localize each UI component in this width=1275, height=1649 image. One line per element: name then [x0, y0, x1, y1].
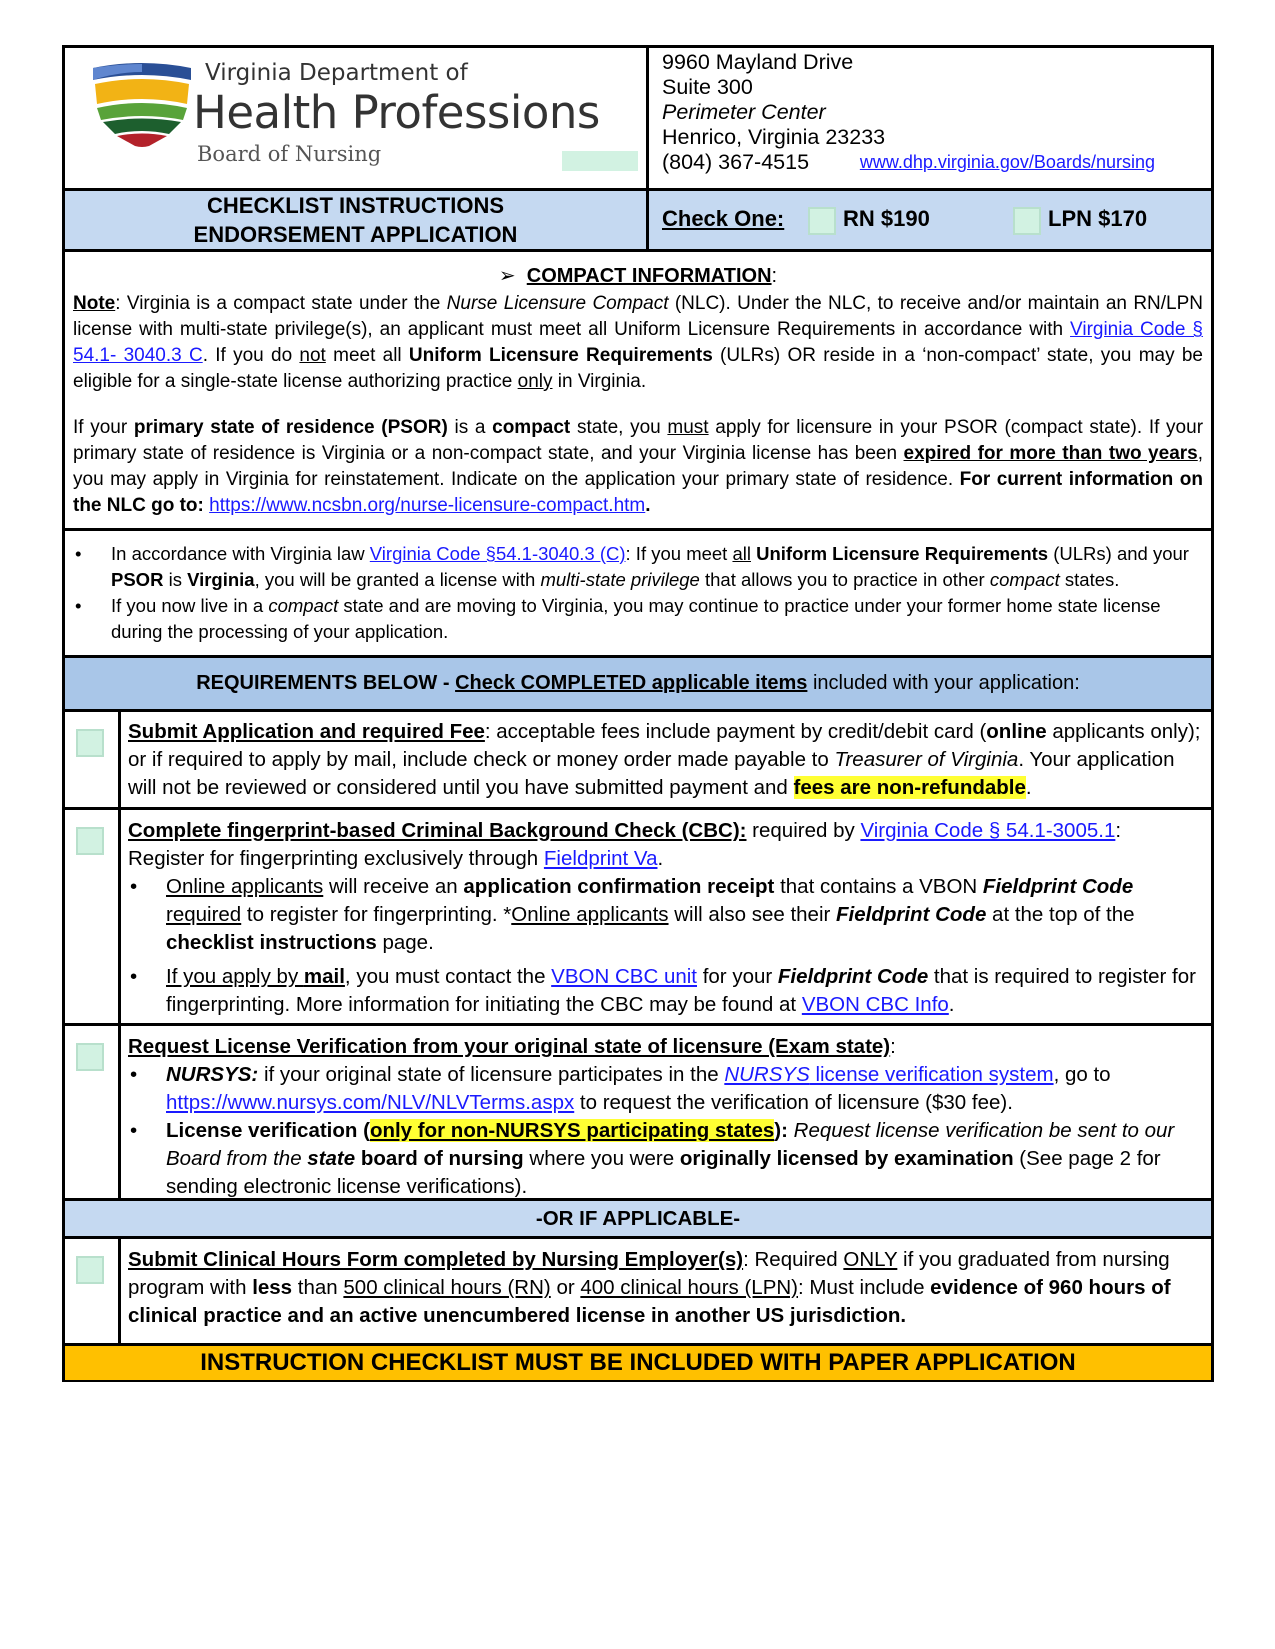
item2-bullet-1	[166, 873, 1203, 957]
i3s1-c: to request the verification of licensure ($30 fee).	[574, 1091, 1013, 1114]
b2-compact: compact	[268, 595, 339, 616]
nursys-link-rest[interactable]: license verification system	[809, 1063, 1054, 1086]
p1-not: not	[299, 345, 326, 366]
item4-only: ONLY	[843, 1248, 898, 1271]
s2-code: Fieldprint Code	[777, 965, 929, 988]
compact-info-section	[65, 252, 1211, 531]
i3s2-close: ):	[774, 1119, 788, 1142]
s2-b: , you must contact the	[344, 965, 552, 988]
b1-e: , you will be granted a license with	[254, 569, 541, 590]
address-building: Perimeter Center	[662, 100, 826, 124]
va-code-3005-link[interactable]: Virginia Code § 54.1-3005.1	[860, 819, 1116, 842]
p2-c: state, you	[570, 417, 668, 438]
fieldprint-link[interactable]: Fieldprint Va	[543, 847, 658, 870]
s1-b: that contains a VBON	[774, 875, 983, 898]
p2-b: is a	[447, 417, 493, 438]
s1-e: will also see their	[668, 903, 837, 926]
website-link[interactable]: www.dhp.virginia.gov/Boards/nursing	[859, 152, 1155, 172]
logo-field-box	[562, 151, 638, 171]
item-clinical-checkcell	[65, 1239, 121, 1343]
vbon-cbc-info-link[interactable]: VBON CBC Info	[801, 993, 949, 1016]
requirements-rest: included with your application:	[807, 672, 1080, 694]
fee-checkbox[interactable]	[76, 729, 104, 757]
b1-msp: multi-state privilege	[540, 569, 700, 590]
compact-bullets-section	[65, 531, 1211, 658]
item1-d: .	[1025, 776, 1032, 799]
arrow-bullet-icon: ➢	[498, 265, 527, 287]
p1-nlc: Nurse Licensure Compact	[446, 293, 669, 314]
footer-area	[65, 1346, 1211, 1442]
vbon-cbc-unit-link[interactable]: VBON CBC unit	[551, 965, 697, 988]
rn-checkbox[interactable]	[808, 207, 836, 235]
s2-d: that is required to register for fingerprinting. More information for initiating the CBC may be found at	[166, 965, 1196, 1016]
item1-title: Submit Application and required Fee	[128, 720, 485, 743]
item3-intro	[128, 1033, 1203, 1061]
p2-must: must	[667, 417, 709, 438]
address-city: Henrico, Virginia 23233	[662, 125, 886, 149]
checklist-frame	[62, 45, 1214, 1382]
s1-f: at the top of the	[986, 903, 1135, 926]
s1-code2: Fieldprint Code	[836, 903, 987, 926]
item3-list	[128, 1061, 1203, 1201]
item1-c: . Your application will not be reviewed or considered until you have submitted payment and	[128, 748, 1175, 799]
item-cbc-text	[128, 817, 1203, 1019]
i3s2-board: board of nursing	[355, 1147, 524, 1170]
item1-fees: fees are non-refundable	[793, 776, 1026, 799]
item3-title: Request License Verification from your original state of licensure (Exam state)	[128, 1035, 891, 1058]
compact-bullet-2	[111, 593, 1191, 645]
address-phone: (804) 367-4515	[662, 150, 810, 174]
item-clinical-hours	[65, 1239, 1211, 1346]
p2-a: If your	[73, 417, 134, 438]
va-code-3040-link[interactable]: Virginia Code §54.1-3040.3 (C)	[369, 543, 626, 564]
requirements-check: Check COMPLETED applicable items	[455, 672, 808, 694]
s2-mail: mail	[303, 965, 345, 988]
item3-bullet-2	[166, 1117, 1203, 1201]
item2-bullet-2	[166, 963, 1203, 1019]
b1-psor: PSOR	[111, 569, 164, 590]
s1-a: will receive an	[323, 875, 464, 898]
item1-a: : acceptable fees include payment by credit/debit card (	[484, 720, 987, 743]
item-fee	[65, 712, 1211, 810]
logo-line1: Virginia Department of	[205, 60, 468, 86]
item1-online: online	[986, 720, 1047, 743]
i3s2-lv: License verification (	[166, 1119, 370, 1142]
logo-line2: Health Professions	[193, 86, 600, 139]
p1-ulr: Uniform Licensure Requirements	[408, 345, 713, 366]
p2-psor: primary state of residence (PSOR)	[133, 417, 448, 438]
s1-online: Online applicants	[166, 875, 324, 898]
nursys-url-link[interactable]: https://www.nursys.com/NLV/NLVTerms.aspx	[166, 1091, 575, 1114]
p1-only: only	[517, 371, 553, 392]
p2-compact: compact	[492, 417, 571, 438]
item4-title: Submit Clinical Hours Form completed by Nursing Employer(s)	[128, 1248, 744, 1271]
title-bar	[65, 191, 1211, 252]
item-fee-text	[128, 718, 1203, 802]
b1-all: all	[732, 543, 751, 564]
logo-cell	[65, 48, 649, 188]
p1-e: (ULRs) OR reside in a ‘non-compact’ state, you may be eligible for a single-state license authorizing practice	[73, 345, 1203, 392]
i3s2-state: state	[307, 1147, 356, 1170]
item4-less: less	[252, 1276, 293, 1299]
item2-c: .	[657, 847, 664, 870]
p1-d: meet all	[325, 345, 409, 366]
b2-a: If you now live in a	[111, 595, 269, 616]
b1-va: Virginia	[187, 569, 255, 590]
item3-colon: :	[890, 1035, 896, 1058]
title-line1: CHECKLIST INSTRUCTIONS	[207, 193, 504, 218]
b1-b: : If you meet	[625, 543, 733, 564]
nursys-link[interactable]: NURSYS	[724, 1063, 810, 1086]
item2-a: required by	[746, 819, 861, 842]
i3s2-only: only for non-NURSYS participating states	[369, 1119, 775, 1142]
item1-b: applicants only); or if required to apply by mail, include check or money order made payable to	[128, 720, 1201, 771]
requirements-label: REQUIREMENTS BELOW -	[196, 672, 456, 694]
check-one-label: Check One:	[662, 206, 785, 231]
p1-a: : Virginia is a compact state under the	[115, 293, 447, 314]
b1-compact: compact	[989, 569, 1060, 590]
address-contact	[662, 150, 1155, 175]
or-if-applicable-bar: -OR IF APPLICABLE-	[65, 1201, 1211, 1239]
p2-current: For current information on the NLC go to:	[73, 469, 1203, 516]
s1-chk: checklist instructions	[166, 931, 377, 954]
address-street: 9960 Mayland Drive	[662, 50, 854, 74]
item4-rn: 500 clinical hours (RN)	[343, 1276, 551, 1299]
p1-b: (NLC). Under the NLC, to receive and/or maintain an RN/LPN license with multi-state privilege(s), an applicant must meet all Uniform Licensure Requirements in accordance with	[73, 293, 1204, 340]
va-code-link[interactable]: Virginia Code § 54.1- 3040.3 C	[73, 319, 1203, 366]
b1-c: (ULRs) and your	[1048, 543, 1189, 564]
i3s2-b: where you were	[523, 1147, 680, 1170]
lpn-fee-label: LPN $170	[1048, 206, 1148, 231]
clinical-hours-checkbox[interactable]	[76, 1256, 104, 1284]
item-fee-checkcell	[65, 712, 121, 807]
s1-required: required	[166, 903, 242, 926]
item4-lpn: 400 clinical hours (LPN)	[580, 1276, 798, 1299]
rn-fee-label: RN $190	[843, 206, 930, 231]
p1-c: . If you do	[202, 345, 300, 366]
requirements-header	[65, 658, 1211, 712]
s2-a: If you apply by	[166, 965, 304, 988]
b1-g: states.	[1059, 569, 1120, 590]
item2-title: Complete fingerprint-based Criminal Background Check (CBC):	[128, 819, 747, 842]
i3s1-a: if your original state of licensure participates in the	[258, 1063, 725, 1086]
s1-code: Fieldprint Code	[982, 875, 1134, 898]
lpn-checkbox[interactable]	[1013, 207, 1041, 235]
compact-bullet-1	[111, 541, 1191, 593]
item4-e: : Must include	[798, 1276, 931, 1299]
i3s1-nursys: NURSYS:	[166, 1063, 259, 1086]
s2-e: .	[948, 993, 955, 1016]
p2-d: apply for licensure in your PSOR (compact state). If your primary state of residence is Virginia or a non-compact state, and your Virginia license has been	[73, 417, 1204, 464]
b1-ulr: Uniform Licensure Requirements	[756, 543, 1049, 564]
note-label: Note	[73, 293, 116, 314]
title-line2: ENDORSEMENT APPLICATION	[193, 222, 518, 247]
s1-g: page.	[376, 931, 434, 954]
p2-e: , you may apply in Virginia for reinstatement. Indicate on the application your primary state of residence.	[73, 443, 1204, 490]
address-block	[662, 50, 1155, 175]
item1-treasurer: Treasurer of Virginia	[834, 748, 1019, 771]
item4-b: if you graduated from nursing program with	[128, 1248, 1170, 1299]
compact-paragraph-1	[73, 291, 1203, 395]
compact-bullet-list	[75, 541, 1191, 645]
s2-c: for your	[697, 965, 778, 988]
p2-expired: expired for more than two years	[903, 443, 1198, 464]
title-cell	[65, 191, 649, 249]
item4-a: : Required	[743, 1248, 844, 1271]
b1-d: is	[163, 569, 188, 590]
i3s2-c: (See page 2 for sending electronic license verifications).	[166, 1147, 1161, 1198]
s1-online2: Online applicants	[511, 903, 669, 926]
header-row	[65, 48, 1211, 191]
footer-banner: INSTRUCTION CHECKLIST MUST BE INCLUDED WITH PAPER APPLICATION	[65, 1346, 1211, 1380]
s1-receipt: application confirmation receipt	[463, 875, 775, 898]
item2-b: : Register for fingerprinting exclusively through	[128, 819, 1122, 870]
compact-paragraph-2	[73, 415, 1203, 519]
p1-f: in Virginia.	[552, 371, 647, 392]
address-suite: Suite 300	[662, 75, 753, 99]
verification-checkbox[interactable]	[76, 1043, 104, 1071]
item4-c: than	[292, 1276, 344, 1299]
b1-a: In accordance with Virginia law	[111, 543, 370, 564]
cbc-checkbox[interactable]	[76, 827, 104, 855]
item-cbc	[65, 810, 1211, 1026]
ncsbn-link[interactable]: https://www.ncsbn.org/nurse-licensure-compact.htm	[209, 495, 646, 516]
item-verification-text	[128, 1033, 1203, 1201]
logo-line3: Board of Nursing	[197, 142, 382, 166]
item-verification	[65, 1026, 1211, 1201]
b2-b: state and are moving to Virginia, you may continue to practice under your former home state license during the processing of your application.	[111, 595, 1161, 642]
item4-d: or	[550, 1276, 581, 1299]
i3s1-b: , go to	[1053, 1063, 1111, 1086]
i3s2-orig: originally licensed by examination	[679, 1147, 1014, 1170]
compact-heading-text: COMPACT INFORMATION	[526, 265, 772, 287]
item2-intro	[128, 817, 1203, 873]
p2-dot: .	[645, 495, 651, 516]
item4-evidence: evidence of 960 hours of clinical practice and an active unencumbered license in another US jurisdiction.	[128, 1276, 1171, 1327]
item2-list	[128, 873, 1203, 1019]
dhp-logo-icon	[87, 60, 197, 150]
s1-d: to register for fingerprinting. *	[241, 903, 512, 926]
item-clinical-text	[128, 1246, 1203, 1330]
i3s2-a: Request license verification be sent to our Board from the	[166, 1119, 1175, 1170]
compact-heading: ➢ COMPACT INFORMATION:	[498, 265, 778, 287]
item3-bullet-1	[166, 1061, 1203, 1117]
b1-f: that allows you to practice in other	[699, 569, 990, 590]
